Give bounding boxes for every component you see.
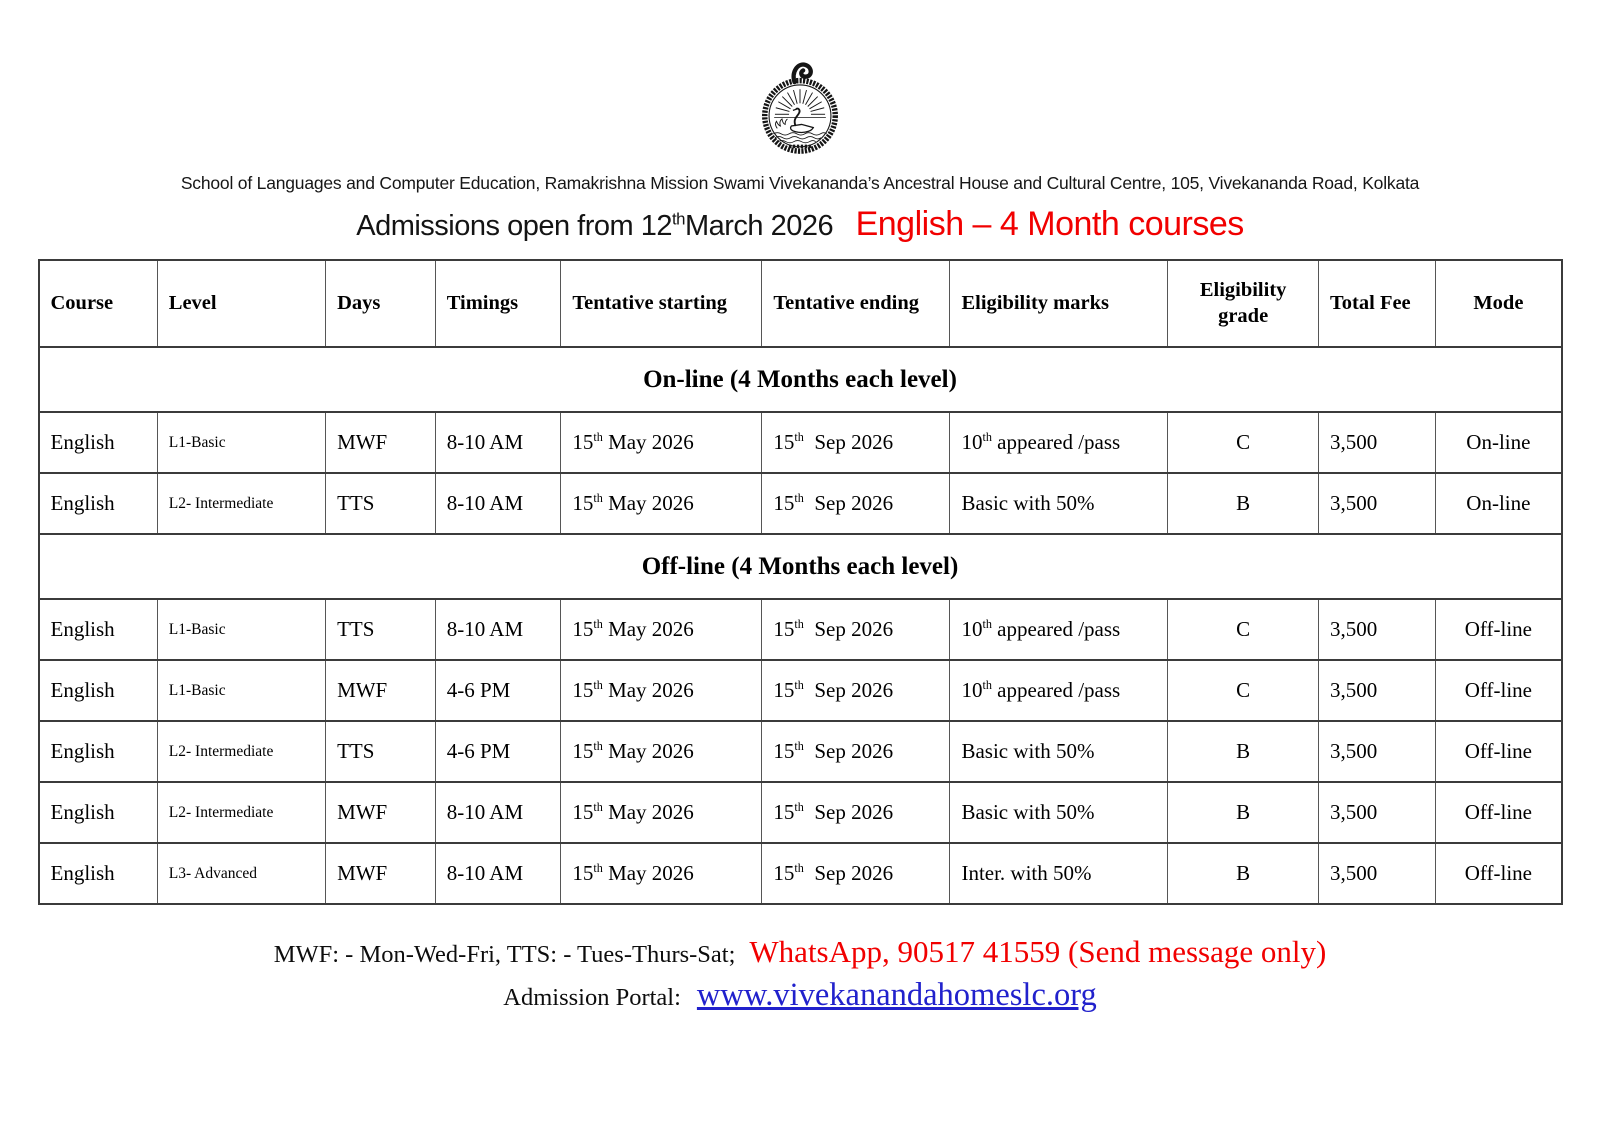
cell-level: L1-Basic — [157, 599, 325, 660]
table-row — [39, 473, 1562, 534]
school-name-line: School of Languages and Computer Education, Ramakrishna Mission Swami Vivekananda’s Ancestral House and Cultural Centre, 105, Vivekananda Road, Kolkata — [180, 173, 1420, 193]
cell-timings: 8-10 AM — [435, 599, 561, 660]
course-schedule-table — [38, 259, 1563, 905]
cell-tentative-starting: 15th May 2026 — [561, 721, 762, 782]
cell-course: English — [39, 412, 158, 473]
cell-course: English — [39, 599, 158, 660]
cell-eligibility-marks: Basic with 50% — [950, 721, 1168, 782]
section-row — [39, 347, 1562, 412]
cell-timings: 8-10 AM — [435, 782, 561, 843]
course-table-body — [39, 347, 1562, 904]
page-title — [0, 205, 1600, 244]
cell-days: TTS — [326, 473, 436, 534]
cell-eligibility-grade: B — [1168, 721, 1319, 782]
cell-mode: Off-line — [1436, 782, 1562, 843]
column-header-total-fee: Total Fee — [1319, 260, 1436, 347]
cell-eligibility-marks: 10th appeared /pass — [950, 412, 1168, 473]
cell-course: English — [39, 473, 158, 534]
cell-course: English — [39, 843, 158, 904]
table-row — [39, 412, 1562, 473]
cell-total-fee: 3,500 — [1319, 412, 1436, 473]
admissions-open-title: Admissions open from 12thMarch 2026 — [356, 209, 834, 242]
cell-tentative-starting: 15th May 2026 — [561, 843, 762, 904]
cell-eligibility-marks: Basic with 50% — [950, 782, 1168, 843]
cell-course: English — [39, 721, 158, 782]
cell-tentative-starting: 15th May 2026 — [561, 599, 762, 660]
cell-level: L2- Intermediate — [157, 782, 325, 843]
column-header-mode: Mode — [1436, 260, 1562, 347]
cell-days: MWF — [326, 782, 436, 843]
cell-days: TTS — [326, 721, 436, 782]
cell-days: MWF — [326, 412, 436, 473]
cell-level: L2- Intermediate — [157, 721, 325, 782]
cell-tentative-ending: 15th Sep 2026 — [762, 599, 950, 660]
table-row — [39, 660, 1562, 721]
cell-eligibility-marks: 10th appeared /pass — [950, 660, 1168, 721]
cell-tentative-ending: 15th Sep 2026 — [762, 412, 950, 473]
cell-mode: On-line — [1436, 412, 1562, 473]
cell-tentative-ending: 15th Sep 2026 — [762, 843, 950, 904]
cell-eligibility-grade: B — [1168, 782, 1319, 843]
cell-level: L2- Intermediate — [157, 473, 325, 534]
cell-tentative-ending: 15th Sep 2026 — [762, 721, 950, 782]
section-title: On-line (4 Months each level) — [39, 347, 1562, 412]
column-header-tentative-ending: Tentative ending — [762, 260, 950, 347]
admission-portal-line — [0, 977, 1600, 1014]
ramakrishna-mission-emblem-logo — [753, 52, 847, 164]
cell-level: L1-Basic — [157, 660, 325, 721]
cell-eligibility-marks: Inter. with 50% — [950, 843, 1168, 904]
cell-total-fee: 3,500 — [1319, 599, 1436, 660]
cell-timings: 8-10 AM — [435, 473, 561, 534]
cell-tentative-starting: 15th May 2026 — [561, 412, 762, 473]
cell-total-fee: 3,500 — [1319, 782, 1436, 843]
whatsapp-contact: WhatsApp, 90517 41559 (Send message only) — [749, 934, 1327, 969]
cell-course: English — [39, 782, 158, 843]
column-header-level: Level — [157, 260, 325, 347]
cell-tentative-starting: 15th May 2026 — [561, 473, 762, 534]
cell-mode: On-line — [1436, 473, 1562, 534]
cell-eligibility-grade: B — [1168, 843, 1319, 904]
cell-tentative-starting: 15th May 2026 — [561, 660, 762, 721]
cell-tentative-ending: 15th Sep 2026 — [762, 660, 950, 721]
cell-days: TTS — [326, 599, 436, 660]
table-header-row — [39, 260, 1562, 347]
abbreviation-and-whatsapp-line — [0, 934, 1600, 970]
cell-timings: 4-6 PM — [435, 721, 561, 782]
cell-eligibility-grade: B — [1168, 473, 1319, 534]
cell-level: L3- Advanced — [157, 843, 325, 904]
column-header-days: Days — [326, 260, 436, 347]
cell-tentative-ending: 15th Sep 2026 — [762, 473, 950, 534]
cell-mode: Off-line — [1436, 721, 1562, 782]
cell-mode: Off-line — [1436, 599, 1562, 660]
cell-days: MWF — [326, 660, 436, 721]
cell-timings: 8-10 AM — [435, 412, 561, 473]
cell-timings: 8-10 AM — [435, 843, 561, 904]
cell-eligibility-grade: C — [1168, 599, 1319, 660]
section-title: Off-line (4 Months each level) — [39, 534, 1562, 599]
table-row — [39, 721, 1562, 782]
cell-tentative-ending: 15th Sep 2026 — [762, 782, 950, 843]
cell-eligibility-grade: C — [1168, 412, 1319, 473]
cell-total-fee: 3,500 — [1319, 660, 1436, 721]
column-header-eligibility-grade: Eligibility grade — [1168, 260, 1319, 347]
column-header-course: Course — [39, 260, 158, 347]
cell-eligibility-marks: 10th appeared /pass — [950, 599, 1168, 660]
section-row — [39, 534, 1562, 599]
table-row — [39, 782, 1562, 843]
admission-portal-link[interactable]: www.vivekanandahomeslc.org — [696, 977, 1097, 1013]
portal-label: Admission Portal: — [503, 984, 681, 1011]
cell-total-fee: 3,500 — [1319, 473, 1436, 534]
cell-eligibility-grade: C — [1168, 660, 1319, 721]
column-header-timings: Timings — [435, 260, 561, 347]
cell-days: MWF — [326, 843, 436, 904]
cell-total-fee: 3,500 — [1319, 721, 1436, 782]
column-header-eligibility-marks: Eligibility marks — [950, 260, 1168, 347]
column-header-tentative-starting: Tentative starting — [561, 260, 762, 347]
cell-mode: Off-line — [1436, 843, 1562, 904]
cell-total-fee: 3,500 — [1319, 843, 1436, 904]
cell-eligibility-marks: Basic with 50% — [950, 473, 1168, 534]
days-abbreviation-note: MWF: - Mon-Wed-Fri, TTS: - Tues-Thurs-Sat; — [273, 941, 736, 968]
cell-course: English — [39, 660, 158, 721]
table-row — [39, 843, 1562, 904]
cell-timings: 4-6 PM — [435, 660, 561, 721]
logo-container — [0, 0, 1600, 169]
course-name-title: English – 4 Month courses — [855, 205, 1244, 243]
cell-mode: Off-line — [1436, 660, 1562, 721]
table-row — [39, 599, 1562, 660]
cell-tentative-starting: 15th May 2026 — [561, 782, 762, 843]
cell-level: L1-Basic — [157, 412, 325, 473]
